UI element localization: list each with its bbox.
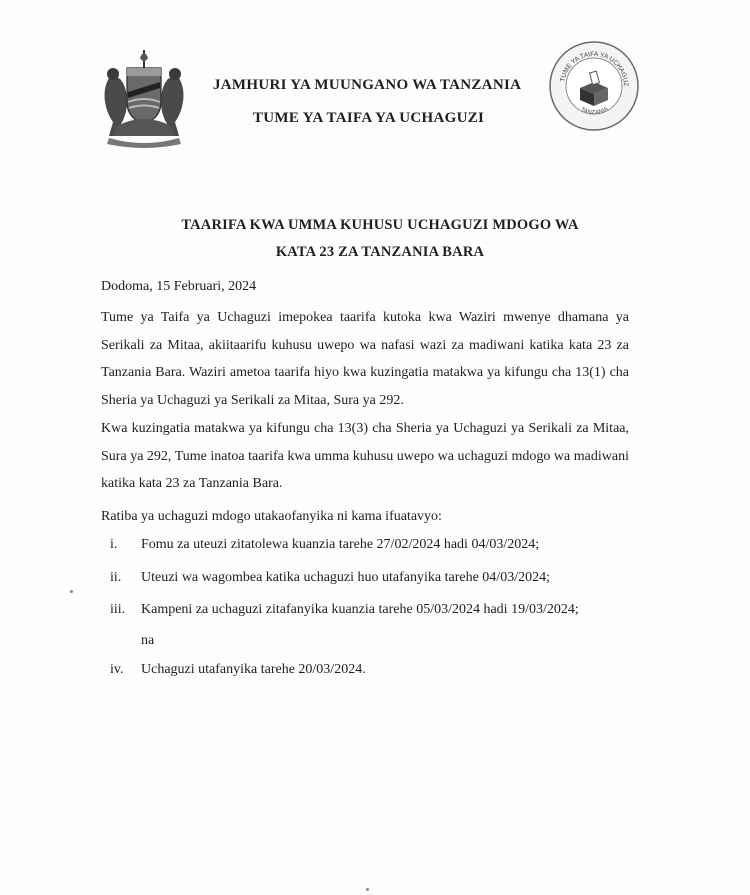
schedule-item-continuation: na (141, 633, 155, 648)
announcement-title (100, 212, 660, 266)
schedule-item-number: iii. (110, 602, 126, 617)
commission-seal-icon (548, 40, 640, 132)
schedule-item-number: iv. (110, 662, 124, 677)
schedule-item-number: ii. (110, 570, 122, 585)
paragraph-2: Kwa kuzingatia matakwa ya kifungu cha 13(3) cha Sheria ya Uchaguzi ya Serikali za Mitaa, Sura ya 292, Tume inatoa taarifa kwa umma kuhusu uwepo wa uchaguzi mdogo wa madiwani katika kata 23 za Tanzania Bara. (101, 421, 629, 491)
schedule-item-number: i. (110, 537, 118, 552)
seal-arc-bottom-text: TANZANIA (579, 106, 610, 117)
document-date: Dodoma, 15 Februari, 2024 (101, 279, 257, 294)
schedule-item-text: Uteuzi wa wagombea katika uchaguzi huo utafanyika tarehe 04/03/2024; (141, 570, 550, 585)
paper-speck (70, 590, 73, 593)
title-line-2: KATA 23 ZA TANZANIA BARA (275, 244, 485, 260)
coat-of-arms-icon (95, 48, 193, 148)
seal-arc-top-text: TUME YA TAIFA YA UCHAGUZ (559, 50, 630, 87)
schedule-intro: Ratiba ya uchaguzi mdogo utakaofanyika ni kama ifuatavyo: (101, 509, 442, 524)
paragraph-1: Tume ya Taifa ya Uchaguzi imepokea taarifa kutoka kwa Waziri mwenye dhamana ya Serikali za Mitaa, akiitaarifu kuhusu uwepo wa nafasi wazi za madiwani katika kata 23 za Tanzania Bara. Waziri ametoa taarifa hiyo kwa kuzingatia matakwa ya kifungu cha 13(1) cha Sheria ya Uchaguzi ya Serikali za Mitaa, Sura ya 292. (101, 310, 629, 408)
paper-speck (366, 888, 369, 891)
title-line-1: TAARIFA KWA UMMA KUHUSU UCHAGUZI MDOGO WA (181, 217, 579, 233)
schedule-item-text: Uchaguzi utafanyika tarehe 20/03/2024. (141, 662, 366, 677)
schedule-item-text: Fomu za uteuzi zitatolewa kuanzia tarehe 27/02/2024 hadi 04/03/2024; (141, 537, 540, 552)
schedule-item-text: Kampeni za uchaguzi zitafanyika kuanzia tarehe 05/03/2024 hadi 19/03/2024; (141, 602, 579, 617)
commission-heading: TUME YA TAIFA YA UCHAGUZI (253, 110, 485, 126)
republic-heading: JAMHURI YA MUUNGANO WA TANZANIA (213, 77, 522, 93)
